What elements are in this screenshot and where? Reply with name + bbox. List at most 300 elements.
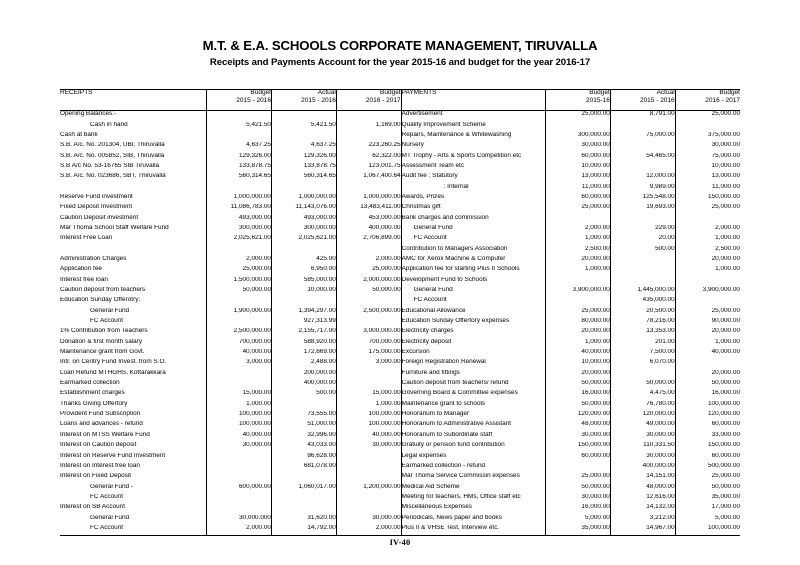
- receipts-actual-2015-16: 2,155,717.00: [272, 328, 337, 338]
- payments-actual-2015-16: [610, 142, 675, 152]
- payments-item-label: Application fee for starting Plus II Schools: [401, 266, 520, 273]
- payments-budget-2016-17: 11,000.00: [675, 184, 740, 194]
- payments-item-label: Honorarium to Manager: [401, 411, 470, 418]
- payments-item-label: Electricity deposit: [401, 338, 452, 345]
- receipts-budget-2016-17: 25,000.00: [336, 266, 401, 276]
- table-row: [60, 411, 740, 421]
- payments-actual-2015-16: 50,000.00: [610, 380, 675, 390]
- payments-actual-2015-16: 8,791.00: [610, 111, 675, 122]
- receipts-budget-2016-17: 700,000.00: [336, 339, 401, 349]
- payments-item-label: Meeting for teachers, HMs, Office staff etc: [401, 493, 521, 500]
- receipts-actual-2015-16: 588,920.00: [272, 339, 337, 349]
- table-row: [60, 359, 740, 369]
- receipts-header-label: RECEIPTS: [60, 90, 207, 111]
- receipts-budget-2015-16: [207, 463, 272, 473]
- payments-actual-2015-16: 110,331.50: [610, 442, 675, 452]
- payments-budget-2016-17: 1,000.00: [675, 339, 740, 349]
- payments-budget-2016-17: 1,000.00: [675, 235, 740, 245]
- payments-budget-2015-16: 80,000.00: [546, 318, 611, 328]
- receipts-budget-2015-16: [207, 453, 272, 463]
- receipts-budget-2016-17: 40,000.00: [336, 432, 401, 442]
- receipts-budget-2015-16: 25,000.00: [207, 266, 272, 276]
- receipts-budget-2015-16: [207, 297, 272, 307]
- receipts-actual-2015-16: [272, 401, 337, 411]
- receipts-budget-2015-16: 15,000.00: [207, 390, 272, 400]
- payments-budget-2015-16: 35,000.00: [546, 525, 611, 535]
- payments-actual-2015-16: 13,353.00: [610, 328, 675, 338]
- receipts-item-label: [60, 246, 207, 256]
- receipts-budget-2015-16: [207, 473, 272, 483]
- payments-actual-2015-16: 14,132.00: [610, 504, 675, 514]
- payments-budget-2016-17: [675, 215, 740, 225]
- payments-budget-2016-17: 500,000.00: [675, 463, 740, 473]
- payments-item-label: Miscellaneous Expenses: [401, 504, 472, 511]
- payments-budget-2016-17: 100,000.00: [675, 525, 740, 535]
- payments-item-label: Assessment Team etc: [401, 162, 465, 169]
- receipts-budget-2015-16: 600,000.00: [207, 484, 272, 494]
- payments-actual-2015-16: 20.00: [610, 235, 675, 245]
- table-row: [60, 494, 740, 504]
- receipts-actual-2015-16: 425.00: [272, 256, 337, 266]
- receipts-actual-2015-16: [272, 494, 337, 504]
- receipts-budget-2016-17: 1,000.00: [336, 401, 401, 411]
- receipts-actual-2015-16: 2,488.00: [272, 359, 337, 369]
- payments-budget-2015-16: 10,000.00: [546, 163, 611, 173]
- receipts-actual-2015-16: [272, 504, 337, 514]
- payments-actual-2015-16: 12,616.00: [610, 494, 675, 504]
- receipts-item-label: Interest on Caution deposit: [60, 442, 137, 449]
- payments-budget-2015-16: 1,000.00: [546, 266, 611, 276]
- payments-item-label: : Internal: [443, 183, 469, 190]
- receipts-actual-2015-16: 400,000.00: [272, 380, 337, 390]
- payments-budget-2016-17: 75,000.00: [675, 153, 740, 163]
- payments-actual-2015-16: 125,548.00: [610, 194, 675, 204]
- payments-actual-2015-16: [610, 370, 675, 380]
- table-row: [60, 401, 740, 411]
- payments-budget-2016-17: 17,000.00: [675, 504, 740, 514]
- payments-budget-2016-17: 2,000.00: [675, 225, 740, 235]
- receipts-budget-2016-17: 2,000,000.00: [336, 277, 401, 287]
- table-row: [60, 142, 740, 152]
- payments-budget-2016-17: 30,000.00: [675, 142, 740, 152]
- payments-budget-2015-16: 300,000.00: [546, 132, 611, 142]
- payments-budget-2015-16: 10,000.00: [546, 359, 611, 369]
- payments-budget-2016-17: 13,000.00: [675, 173, 740, 183]
- payments-actual-2015-16: [610, 256, 675, 266]
- receipts-item-label: S.B A/c No. 53-16765 SIB Tiruvalla: [60, 162, 160, 169]
- receipts-actual-2015-16: 14,792.00: [272, 525, 337, 535]
- receipts-budget-2015-16: 100,000.00: [207, 421, 272, 431]
- payments-budget-2015-16: 13,000.00: [546, 173, 611, 183]
- receipts-item-label: FC Account: [90, 318, 124, 325]
- payments-budget-2015-16: 16,000.00: [546, 504, 611, 514]
- payments-budget-2015-16: 11,000.00: [546, 184, 611, 194]
- receipts-budget-2016-17: 223,260.25: [336, 142, 401, 152]
- payments-item-label: Excursion: [401, 349, 430, 356]
- receipts-budget-2016-17: [336, 111, 401, 122]
- receipts-budget-2015-16: 1,500,000.00: [207, 277, 272, 287]
- payments-item-label: General Fund: [413, 224, 453, 231]
- receipts-actual-2015-16: [272, 111, 337, 122]
- receipts-actual-2015-16: 560,314.65: [272, 173, 337, 183]
- receipts-budget-2016-17: [336, 473, 401, 483]
- receipts-budget-2015-16: [207, 494, 272, 504]
- payments-actual-2015-16: 19,693.00: [610, 204, 675, 214]
- receipts-budget-2016-17: [336, 297, 401, 307]
- receipts-budget-2015-16: 50,000.00: [207, 287, 272, 297]
- payments-item-label: Mar Thoma Service Commissin expenses: [401, 473, 520, 480]
- table-row: [60, 453, 740, 463]
- payments-item-label: Quality Improvement Scheme: [401, 121, 486, 128]
- payments-budget-2015-16: [546, 122, 611, 132]
- receipts-item-label: Intr. on Centry Fund Invest. from S.O.: [60, 359, 167, 366]
- receipts-item-label: FC Account: [90, 524, 124, 531]
- payments-actual-2015-16: 30,000.00: [610, 432, 675, 442]
- receipts-actual-2015-16: 11,143,076.00: [272, 204, 337, 214]
- payments-actual-2015-16: 435,000.00: [610, 297, 675, 307]
- payments-budget-2015-16: 50,000.00: [546, 380, 611, 390]
- payments-budget-2015-16: 20,000.00: [546, 370, 611, 380]
- table-row: [60, 256, 740, 266]
- document-header: [0, 0, 800, 68]
- payments-budget-2016-17: 10,000.00: [675, 163, 740, 173]
- receipts-budget-2015-16: [207, 184, 272, 194]
- receipts-item-label: Cash in hand: [90, 121, 128, 128]
- payments-header-label: PAYMENTS: [401, 90, 545, 111]
- receipts-budget-2016-17: 2,000.00: [336, 525, 401, 535]
- receipts-item-label: Donation & first month salary: [60, 338, 143, 345]
- payments-budget-2016-17: 25,000.00: [675, 111, 740, 122]
- payments-item-label: Advertisement: [401, 110, 443, 118]
- receipts-item-label: Interest on Reserve Fund Investment: [60, 452, 166, 459]
- receipts-budget-2015-16: 11,086,783.00: [207, 204, 272, 214]
- receipts-budget-2015-16: [207, 318, 272, 328]
- receipts-item-label: Mar Thoma School Staff Welfare Fund: [60, 224, 169, 231]
- table-row: [60, 432, 740, 442]
- receipts-budget-2015-16: [207, 132, 272, 142]
- payments-budget-2016-17: 150,000.00: [675, 442, 740, 452]
- receipts-actual-2015-16: 1,060,017.00: [272, 484, 337, 494]
- payments-budget-2015-16: 2,500.00: [546, 246, 611, 256]
- payments-item-label: Development Fund to Schools: [401, 276, 488, 283]
- payments-actual-2015-16: 1,445,000.00: [610, 287, 675, 297]
- receipts-item-label: S.B. A/c. No. 201304, UBI, Thiruvalla: [60, 142, 165, 149]
- table-row: [60, 525, 740, 535]
- receipts-budget-2016-17: 453,000.00: [336, 215, 401, 225]
- receipts-budget-2016-17: [336, 453, 401, 463]
- table-row: [60, 473, 740, 483]
- receipts-actual-2015-16: 1,000,000.00: [272, 194, 337, 204]
- payments-actual-2015-16: [610, 266, 675, 276]
- receipts-budget-2016-17: 123,001.75: [336, 163, 401, 173]
- page-number: IV-40: [389, 538, 411, 548]
- payments-actual-2015-16: 9,989.00: [610, 184, 675, 194]
- payments-actual-2015-16: [610, 163, 675, 173]
- receipts-actual-2015-16: 172,669.00: [272, 349, 337, 359]
- payments-budget-2016-17: 35,000.00: [675, 494, 740, 504]
- receipts-actual-2015-16: 10,000.00: [272, 287, 337, 297]
- payments-actual-2015-16: 3,212.00: [610, 515, 675, 525]
- payments-actual-2015-16: 30,000.00: [610, 453, 675, 463]
- receipts-actual-2015-16: 4,637.25: [272, 142, 337, 152]
- receipts-budget-2015-16: [207, 380, 272, 390]
- payments-budget-2015-16: 20,000.00: [546, 256, 611, 266]
- table-row: [60, 194, 740, 204]
- payments-budget-2016-17: [675, 359, 740, 369]
- receipts-item-label: Loans and advances - refund: [60, 421, 143, 428]
- payments-budget-2016-17: 120,000.00: [675, 411, 740, 421]
- receipts-budget-2016-17: [336, 246, 401, 256]
- receipts-budget-2015-16: 493,000.00: [207, 215, 272, 225]
- payments-budget-2016-17: 20,000.00: [675, 256, 740, 266]
- receipts-budget-2016-17: [336, 463, 401, 473]
- receipts-budget-2015-16: 2,000.00: [207, 525, 272, 535]
- table-row: [60, 287, 740, 297]
- receipts-item-label: 1% Contribution from Teachers: [60, 328, 148, 335]
- table-row: [60, 184, 740, 194]
- table-row: [60, 246, 740, 256]
- table-row: [60, 390, 740, 400]
- receipts-budget-2015-16: 700,000.00: [207, 339, 272, 349]
- payments-budget-2016-17: 50,000.00: [675, 484, 740, 494]
- receipts-item-label: Interest on SB Account: [60, 504, 126, 511]
- receipts-actual-2015-16: 133,878.75: [272, 163, 337, 173]
- col-line1: Budget: [719, 89, 740, 97]
- payments-budget-2015-16: 25,000.00: [546, 111, 611, 122]
- receipts-budget-2016-17: 100,000.00: [336, 421, 401, 431]
- payments-item-label: Awards, Prizes: [401, 193, 445, 200]
- receipts-budget-2015-16: [207, 504, 272, 514]
- receipts-budget-2015-16: [207, 370, 272, 380]
- table-row: [60, 318, 740, 328]
- payments-budget-2015-16: 25,000.00: [546, 473, 611, 483]
- receipts-actual-2015-16: 500.00: [272, 390, 337, 400]
- receipts-actual-2015-16: 129,326.00: [272, 153, 337, 163]
- receipts-budget-2016-17: 62,322.00: [336, 153, 401, 163]
- receipts-actual-2015-16: 200,000.00: [272, 370, 337, 380]
- payments-actual-2015-16: [610, 122, 675, 132]
- table-row: [60, 339, 740, 349]
- payments-actual-2015-16: 75,000.00: [610, 132, 675, 142]
- receipts-budget-2015-16: [207, 246, 272, 256]
- payments-item-label: Electricity charges: [401, 328, 454, 335]
- payments-item-label: MT Trophy - Arts & Sports Competition etc: [401, 152, 522, 159]
- payments-budget-2016-17: 2,500.00: [675, 246, 740, 256]
- payments-budget-2015-16: 60,000.00: [546, 194, 611, 204]
- payments-actual-2015-16: 4,475.00: [610, 390, 675, 400]
- table-row: [60, 173, 740, 183]
- payments-budget-2015-16: 2,000.00: [546, 225, 611, 235]
- payments-actual-2015-16: 12,000.00: [610, 173, 675, 183]
- payments-actual-2015-16: [610, 277, 675, 287]
- payments-item-label: Honorarium to Subordinate staff: [401, 431, 493, 438]
- receipts-item-label: General Fund: [90, 307, 130, 314]
- receipts-item-label: Caution Deposit investment: [60, 214, 139, 221]
- payments-budget-2016-17: 25,000.00: [675, 308, 740, 318]
- payments-item-label: FC Account: [413, 235, 447, 242]
- payments-item-label: Bank charges and commission: [401, 214, 489, 221]
- payments-actual-2015-16: 229.00: [610, 225, 675, 235]
- payments-budget-2016-17: 20,000.00: [675, 370, 740, 380]
- payments-item-label: Plus II & VHSE Test, Interview etc.: [401, 524, 500, 531]
- payments-actual-2015-16: 400,000.00: [610, 463, 675, 473]
- receipts-budget-2016-17: 400,000.00: [336, 225, 401, 235]
- receipts-budget-2016-17: 3,000,000.00: [336, 328, 401, 338]
- receipts-item-label: [60, 184, 207, 194]
- payments-budget-2015-16: 30,000.00: [546, 494, 611, 504]
- table-row: [60, 235, 740, 245]
- receipts-item-label: Caution deposit from teachers: [60, 287, 146, 294]
- payments-actual-2015-16: 54,465.00: [610, 153, 675, 163]
- receipts-actual-2015-16: 32,996.00: [272, 432, 337, 442]
- col-line2: 2015 - 2016: [236, 97, 271, 105]
- receipts-actual-2015-16: 681,078.00: [272, 463, 337, 473]
- receipts-budget-2016-17: [336, 370, 401, 380]
- table-row: [60, 204, 740, 214]
- payments-budget-2016-17: 40,000.00: [675, 349, 740, 359]
- table-row: [60, 463, 740, 473]
- receipts-item-label: S.B. A/c. No. 005852, SIB, Thiruvalla: [60, 152, 165, 159]
- payments-budget-2016-17: 90,000.00: [675, 318, 740, 328]
- receipts-item-label: Education Sunday Offerotry:: [60, 297, 141, 304]
- payments-actual-2015-16: 49,000.00: [610, 421, 675, 431]
- table-head: [60, 90, 740, 111]
- payments-item-label: AMC for Xerox Machine & Computer: [401, 255, 506, 262]
- receipts-budget-2016-17: [336, 380, 401, 390]
- payments-actual-2015-16: 14,967.00: [610, 525, 675, 535]
- receipts-item-label: Maintenance grant from Govt.: [60, 349, 145, 356]
- payments-budget-2015-16: 50,000.00: [546, 401, 611, 411]
- receipts-actual-2015-16: [272, 297, 337, 307]
- receipts-budget-2015-16: 30,000.000: [207, 515, 272, 525]
- payments-actual-2015-16: 78,216.00: [610, 318, 675, 328]
- table-row: [60, 163, 740, 173]
- receipts-budget-2015-16: 100,000.00: [207, 411, 272, 421]
- payments-item-label: Maintenance grant to schools: [401, 400, 486, 407]
- receipts-col-actual-2015-16: [272, 90, 337, 111]
- col-line1: Budget: [250, 89, 271, 97]
- payments-budget-2016-17: 375,000.00: [675, 132, 740, 142]
- receipts-budget-2016-17: 1,169.00: [336, 122, 401, 132]
- receipts-budget-2015-16: 40,000.00: [207, 349, 272, 359]
- page-title: M.T. & E.A. SCHOOLS CORPORATE MANAGEMENT, TIRUVALLA: [202, 38, 598, 53]
- payments-budget-2015-16: [546, 215, 611, 225]
- payments-actual-2015-16: 14,151.00: [610, 473, 675, 483]
- payments-budget-2015-16: 30,000.00: [546, 142, 611, 152]
- col-line2: 2016 - 2017: [705, 97, 740, 105]
- table-row: [60, 308, 740, 318]
- receipts-actual-2015-16: [272, 132, 337, 142]
- receipts-actual-2015-16: 43,033.00: [272, 442, 337, 452]
- receipts-col-budget-2015-16: [207, 90, 272, 111]
- receipts-budget-2016-17: [336, 184, 401, 194]
- receipts-budget-2015-16: 1,000.00: [207, 401, 272, 411]
- payments-budget-2015-16: [546, 463, 611, 473]
- receipts-budget-2015-16: 40,000.00: [207, 432, 272, 442]
- receipts-budget-2016-17: 1,000,000.00: [336, 194, 401, 204]
- payments-col-budget-2015-16: [546, 90, 611, 111]
- payments-item-label: Legal expenses: [401, 452, 447, 459]
- payments-budget-2015-16: 3,900,000.00: [546, 287, 611, 297]
- receipts-actual-2015-16: 2,025,621.00: [272, 235, 337, 245]
- payments-budget-2016-17: 33,000.00: [675, 432, 740, 442]
- receipts-item-label: General Fund: [90, 514, 130, 521]
- receipts-item-label: Application fee: [60, 266, 102, 273]
- receipts-budget-2015-16: 1,000,000.00: [207, 194, 272, 204]
- table-row: [60, 484, 740, 494]
- payments-budget-2016-17: 1,000.00: [675, 266, 740, 276]
- payments-item-label: General Fund: [413, 287, 453, 294]
- payments-actual-2015-16: 201.00: [610, 339, 675, 349]
- receipts-actual-2015-16: 73,555.00: [272, 411, 337, 421]
- receipts-item-label: FC Account: [90, 493, 124, 500]
- receipts-col-budget-2016-17: [336, 90, 401, 111]
- payments-budget-2016-17: 5,000.00: [675, 515, 740, 525]
- payments-item-label: Caution deposit from teachers/ refund: [401, 380, 509, 387]
- table-row: [60, 442, 740, 452]
- receipts-actual-2015-16: 31,620.00: [272, 515, 337, 525]
- payments-item-label: Governing Board & Committee expenses: [401, 390, 518, 397]
- receipts-actual-2015-16: 1,394,297.00: [272, 308, 337, 318]
- payments-item-label: Gratuity or pension fund contribution: [401, 442, 505, 449]
- receipts-actual-2015-16: 927,313.99: [272, 318, 337, 328]
- receipts-item-label: Interest on Interest free loan: [60, 462, 140, 469]
- receipts-item-label: Interest free loan: [60, 276, 108, 283]
- receipts-budget-2016-17: [336, 494, 401, 504]
- payments-budget-2015-16: [546, 277, 611, 287]
- receipts-budget-2016-17: 1,200,000.00: [336, 484, 401, 494]
- receipts-payments-table: [60, 89, 740, 535]
- payments-budget-2016-17: 100,000.00: [675, 401, 740, 411]
- payments-budget-2015-16: 60,000.00: [546, 153, 611, 163]
- receipts-item-label: Interest on MTSS Welfare Fund: [60, 431, 150, 438]
- payments-actual-2015-16: 76,780.00: [610, 401, 675, 411]
- table-row: [60, 225, 740, 235]
- receipts-item-label: Interest Free Loan: [60, 235, 113, 242]
- table-row: [60, 266, 740, 276]
- receipts-budget-2015-16: 4,637.25: [207, 142, 272, 152]
- payments-budget-2016-17: [675, 297, 740, 307]
- receipts-actual-2015-16: 493,000.00: [272, 215, 337, 225]
- receipts-item-label: Fixed Deposit Investment: [60, 204, 133, 211]
- payments-budget-2016-17: 60,000.00: [675, 421, 740, 431]
- col-line1: Budget: [380, 89, 401, 97]
- receipts-actual-2015-16: 300,000.00: [272, 225, 337, 235]
- table-row: [60, 504, 740, 514]
- payments-item-label: Audit fee : Statutory: [401, 173, 458, 180]
- payments-budget-2016-17: 3,900,000.00: [675, 287, 740, 297]
- payments-item-label: Earmarked collection - refund: [401, 462, 486, 469]
- payments-budget-2015-16: 120,000.00: [546, 411, 611, 421]
- payments-actual-2015-16: 6,070.00: [610, 359, 675, 369]
- table-row: [60, 277, 740, 287]
- col-line2: 2016 - 2017: [365, 97, 401, 105]
- receipts-budget-2016-17: [336, 504, 401, 514]
- payments-item-label: Christmas gift: [401, 204, 441, 211]
- receipts-budget-2016-17: 3,000.00: [336, 359, 401, 369]
- table-header-row: [60, 90, 740, 111]
- receipts-budget-2016-17: [336, 132, 401, 142]
- table-row: [60, 421, 740, 431]
- receipts-budget-2015-16: 133,878.75: [207, 163, 272, 173]
- receipts-budget-2015-16: 2,000.00: [207, 256, 272, 266]
- receipts-actual-2015-16: [272, 246, 337, 256]
- receipts-item-label: Interest on Fixed Deposit: [60, 473, 132, 480]
- payments-actual-2015-16: 120,000.00: [610, 411, 675, 421]
- receipts-item-label: Provident Fund Subscription: [60, 411, 141, 418]
- payments-budget-2016-17: 150,000.00: [675, 194, 740, 204]
- receipts-budget-2015-16: 1,900,000.00: [207, 308, 272, 318]
